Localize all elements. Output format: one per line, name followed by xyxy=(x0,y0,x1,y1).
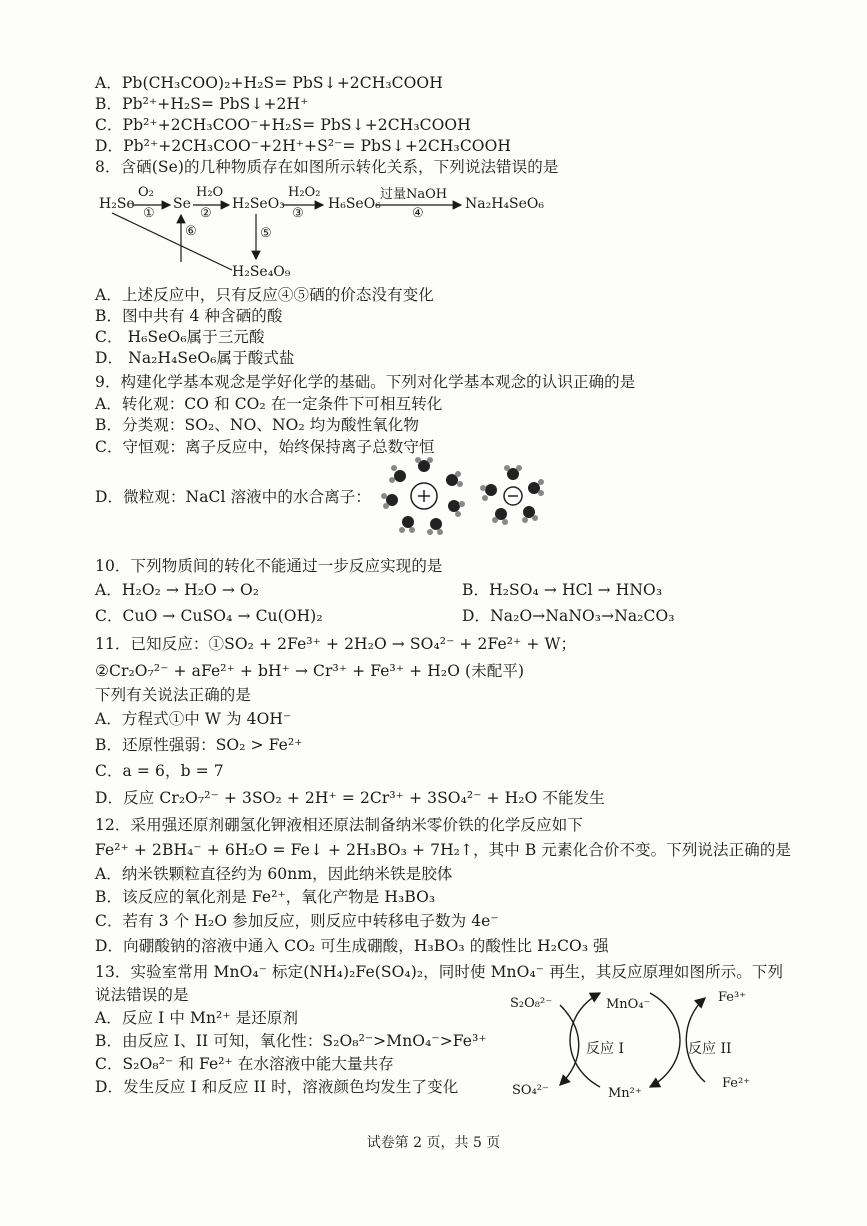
label-h2o: H₂O xyxy=(196,185,224,200)
label-reaction-1: 反应 I xyxy=(586,1041,624,1057)
q9-option-d: D．微粒观：NaCl 溶液中的水合离子： xyxy=(95,488,371,506)
label-reaction-2: 反应 II xyxy=(688,1041,732,1057)
label-step-1: ① xyxy=(143,206,155,221)
formula-na2h4seo6: Na₂H₄SeO₆ xyxy=(465,196,544,212)
q12-option-b: B．该反应的氧化剂是 Fe²⁺，氧化产物是 H₃BO₃ xyxy=(95,888,436,906)
label-fe3: Fe³⁺ xyxy=(718,990,747,1005)
q9-stem: 9．构建化学基本观念是学好化学的基础。下列对化学基本观念的认识正确的是 xyxy=(95,373,636,391)
q11-option-c: C．a = 6，b = 7 xyxy=(95,762,224,780)
q13-stem: 13．实验室常用 MnO₄⁻ 标定(NH₄)₂Fe(SO₄)₂，同时使 MnO₄⁻ 再生，其反应原理如图所示。下列 xyxy=(95,963,784,981)
formula-h2seo3: H₂SeO₃ xyxy=(232,196,285,212)
q13-option-d: D．发生反应 I 和反应 II 时，溶液颜色均发生了变化 xyxy=(95,1078,459,1096)
label-so4: SO₄²⁻ xyxy=(512,1083,549,1098)
q12-option-c: C．若有 3 个 H₂O 参加反应，则反应中转移电子数为 4e⁻ xyxy=(95,912,499,930)
q8-option-c: C． H₆SeO₆属于三元酸 xyxy=(95,328,265,346)
formula-h2se: H₂Se xyxy=(99,196,135,212)
arc-right-outer xyxy=(650,993,680,1087)
label-step-3: ③ xyxy=(292,206,304,221)
label-step-2: ② xyxy=(200,206,212,221)
q7-option-d: D．Pb²⁺+2CH₃COO⁻+2H⁺+S²⁻= PbS↓+2CH₃COOH xyxy=(95,137,512,155)
q8-stem: 8．含硒(Se)的几种物质存在如图所示转化关系，下列说法错误的是 xyxy=(95,158,559,176)
label-h2o2: H₂O₂ xyxy=(288,185,321,200)
q12-option-a: A．纳米铁颗粒直径约为 60nm，因此纳米铁是胶体 xyxy=(95,865,453,883)
q10-option-a: A．H₂O₂ → H₂O → O₂ xyxy=(95,581,260,599)
q12-equation: Fe²⁺ + 2BH₄⁻ + 6H₂O = Fe↓ + 2H₃BO₃ + 7H₂↑，其中 B 元素化合价不变。下列说法正确的是 xyxy=(95,841,792,859)
q12-option-d: D．向硼酸钠的溶液中通入 CO₂ 可生成硼酸，H₃BO₃ 的酸性比 H₂CO₃ 强 xyxy=(95,937,609,955)
q13-option-b: B．由反应 I、II 可知，氧化性：S₂O₈²⁻>MnO₄⁻>Fe³⁺ xyxy=(95,1032,487,1050)
label-mno4: MnO₄⁻ xyxy=(606,997,651,1012)
q10-option-d: D．Na₂O→NaNO₃→Na₂CO₃ xyxy=(462,607,675,625)
formula-h6seo6: H₆SeO₆ xyxy=(328,196,381,212)
label-step-4: ④ xyxy=(412,206,424,221)
label-step-5: ⑤ xyxy=(260,226,272,241)
q10-stem: 10．下列物质间的转化不能通过一步反应实现的是 xyxy=(95,557,443,575)
q7-option-a: A．Pb(CH₃COO)₂+H₂S= PbS↓+2CH₃COOH xyxy=(95,74,443,92)
q11-option-b: B．还原性强弱：SO₂ > Fe²⁺ xyxy=(95,736,303,754)
q8-option-a: A．上述反应中，只有反应④⑤硒的价态没有变化 xyxy=(95,286,434,304)
q12-stem: 12．采用强还原剂硼氢化钾液相还原法制备纳米零价铁的化学反应如下 xyxy=(95,816,583,834)
q11-subquestion: 下列有关说法正确的是 xyxy=(95,686,252,704)
q11-stem: 11．已知反应：①SO₂ + 2Fe³⁺ + 2H₂O → SO₄²⁻ + 2Fe²⁺ + W； xyxy=(95,635,577,653)
q9-option-c: C．守恒观：离子反应中，始终保持离子总数守恒 xyxy=(95,438,435,456)
q11-option-a: A．方程式①中 W 为 4OH⁻ xyxy=(95,710,292,728)
label-o2: O₂ xyxy=(138,185,154,200)
label-step-6: ⑥ xyxy=(185,224,197,239)
label-excess-naoh: 过量NaOH xyxy=(380,187,448,202)
q13-option-a: A．反应 I 中 Mn²⁺ 是还原剂 xyxy=(95,1009,299,1027)
label-fe2: Fe²⁺ xyxy=(722,1076,751,1091)
page-footer: 试卷第 2 页，共 5 页 xyxy=(366,1135,501,1151)
formula-se: Se xyxy=(173,196,191,212)
formula-h2se4o9: H₂Se₄O₉ xyxy=(232,264,291,280)
q7-option-b: B．Pb²⁺+H₂S= PbS↓+2H⁺ xyxy=(95,95,309,113)
q11-equation-2: ②Cr₂O₇²⁻ + aFe²⁺ + bH⁺ → Cr³⁺ + Fe³⁺ + H₂O (未配平) xyxy=(95,662,525,680)
q11-option-d: D．反应 Cr₂O₇²⁻ + 3SO₂ + 2H⁺ = 2Cr³⁺ + 3SO₄²⁻ + H₂O 不能发生 xyxy=(95,789,605,807)
q13-stem-cont: 说法错误的是 xyxy=(95,986,189,1004)
q10-option-c: C．CuO → CuSO₄ → Cu(OH)₂ xyxy=(95,607,323,625)
q9-option-a: A．转化观：CO 和 CO₂ 在一定条件下可相互转化 xyxy=(95,395,443,413)
q9-option-b: B．分类观：SO₂、NO、NO₂ 均为酸性氧化物 xyxy=(95,416,420,434)
label-s2o8: S₂O₈²⁻ xyxy=(510,996,553,1011)
q7-option-c: C．Pb²⁺+2CH₃COO⁻+H₂S= PbS↓+2CH₃COOH xyxy=(95,116,471,134)
q8-option-d: D． Na₂H₄SeO₆属于酸式盐 xyxy=(95,349,295,367)
q13-option-c: C．S₂O₈²⁻ 和 Fe²⁺ 在水溶液中能大量共存 xyxy=(95,1055,394,1073)
label-mn2: Mn²⁺ xyxy=(608,1086,642,1101)
q10-option-b: B．H₂SO₄ → HCl → HNO₃ xyxy=(462,581,663,599)
q8-option-b: B．图中共有 4 种含硒的酸 xyxy=(95,307,283,325)
